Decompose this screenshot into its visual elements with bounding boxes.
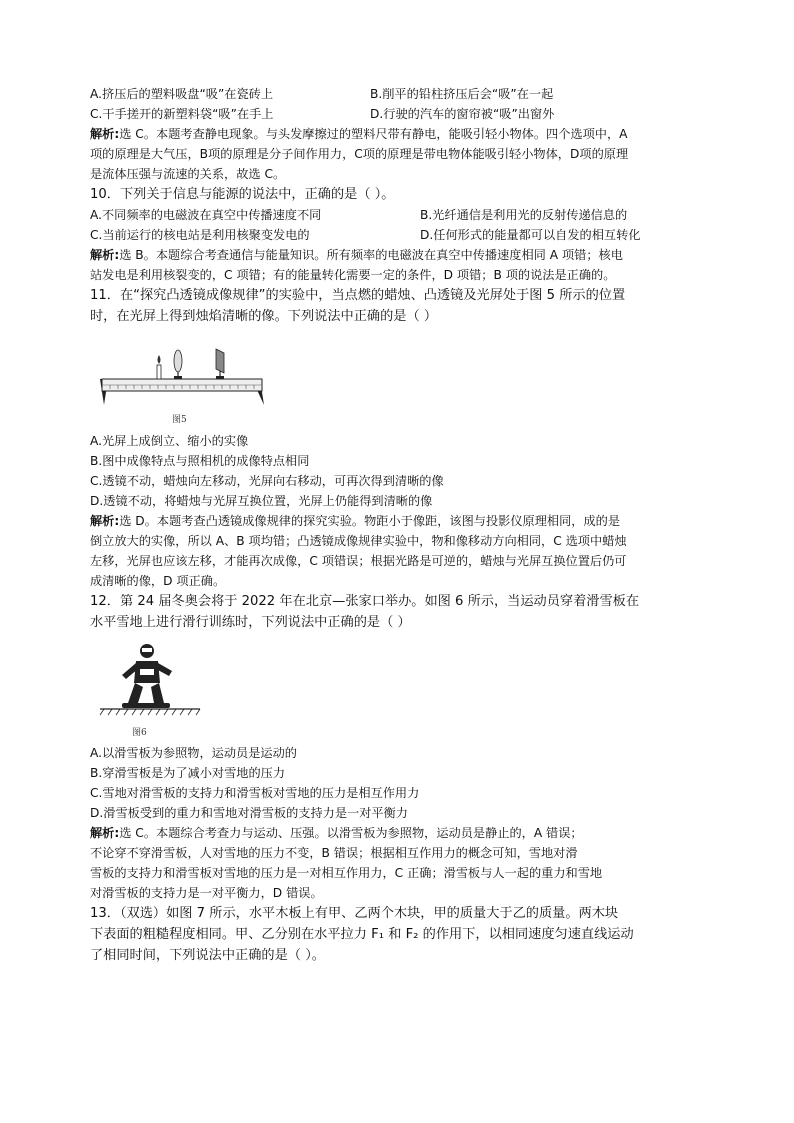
q10-analysis-label: 解析: — [90, 248, 120, 262]
q9-option-b: B.削平的铅柱挤压后会“吸”在一起 — [370, 87, 554, 101]
q13-stem-line-2: 下表面的粗糙程度相同。甲、乙分别在水平拉力 F₁ 和 F₂ 的作用下，以相同速度匀速直线运动 — [90, 927, 634, 942]
q12-stem-line-2: 水平雪地上进行滑行训练时，下列说法中正确的是（ ） — [90, 615, 411, 630]
q9-analysis-line-1 — [90, 124, 714, 144]
q11-analysis-line-1 — [90, 511, 714, 531]
exam-page — [90, 84, 714, 966]
q11-analysis-text-1: 选 D。本题考查凸透镜成像规律的探究实验。物距小于像距，该图与投影仪原理相同，成的是 — [119, 514, 621, 528]
q11-analysis-line-4: 成清晰的像，D 项正确。 — [90, 574, 226, 588]
optical-bench-illustration — [90, 327, 270, 425]
q9-options-row-1 — [90, 84, 714, 104]
q12-option-c: C.雪地对滑雪板的支持力和滑雪板对雪地的压力是相互作用力 — [90, 786, 420, 800]
q12-analysis-line-1 — [90, 823, 714, 843]
q11-option-d: D.透镜不动，将蜡烛与光屏互换位置，光屏上仍能得到清晰的像 — [90, 494, 433, 508]
q13-stem-line-1: 13．（双选）如图 7 所示，水平木板上有甲、乙两个木块，甲的质量大于乙的质量。两木块 — [90, 906, 619, 921]
q10-option-a: A.不同频率的电磁波在真空中传播速度不同 — [90, 208, 322, 222]
q11-stem-line-2: 时，在光屏上得到烛焰清晰的像。下列说法中正确的是（ ） — [90, 309, 438, 324]
q11-option-a: A.光屏上成倒立、缩小的实像 — [90, 434, 249, 448]
q11-option-c: C.透镜不动，蜡烛向左移动，光屏向右移动，可再次得到清晰的像 — [90, 474, 444, 488]
q10-analysis-line-2: 站发电是利用核裂变的，C 项错；有的能量转化需要一定的条件，D 项错；B 项的说法是正确的。 — [90, 268, 616, 282]
q9-analysis-line-3: 是流体压强与流速的关系，故选 C。 — [90, 167, 286, 181]
q9-analysis-line-2: 项的原理是大气压，B项的原理是分子间作用力，C项的原理是带电物体能吸引轻小物体，D项的原理 — [90, 147, 629, 161]
figure-5-caption: 图5 — [172, 415, 187, 425]
q11-analysis-label: 解析: — [90, 514, 120, 528]
q10-stem: 10．下列关于信息与能源的说法中，正确的是（ ）。 — [90, 187, 395, 202]
q12-analysis-line-3: 雪板的支持力和滑雪板对雪地的压力是一对相互作用力，C 正确；滑雪板与人一起的重力和雪地 — [90, 866, 603, 880]
q9-option-c: C.干手搓开的新塑料袋“吸”在手上 — [90, 107, 274, 121]
q9-options-row-2 — [90, 104, 714, 124]
q12-analysis-label: 解析: — [90, 826, 120, 840]
q11-figure — [90, 327, 714, 425]
q12-option-a: A.以滑雪板为参照物，运动员是运动的 — [90, 746, 297, 760]
q13-stem-line-3: 了相同时间，下列说法中正确的是（ ）。 — [90, 948, 325, 963]
q9-analysis-text-1: 选 C。本题考查静电现象。与头发摩擦过的塑料尺带有静电，能吸引轻小物体。四个选项中，A — [119, 127, 628, 141]
q9-option-a: A.挤压后的塑料吸盘“吸”在瓷砖上 — [90, 87, 274, 101]
figure-6-caption: 图6 — [132, 728, 147, 738]
q12-analysis-line-4: 对滑雪板的支持力是一对平衡力，D 错误。 — [90, 886, 323, 900]
q10-option-b: B.光纤通信是利用光的反射传递信息的 — [420, 208, 628, 222]
q10-options-row-1 — [90, 205, 714, 225]
q12-option-d: D.滑雪板受到的重力和雪地对滑雪板的支持力是一对平衡力 — [90, 806, 408, 820]
q9-option-d: D.行驶的汽车的窗帘被“吸”出窗外 — [370, 107, 555, 121]
q12-analysis-line-2: 不论穿不穿滑雪板，人对雪地的压力不变，B 错误；根据相互作用力的概念可知，雪地对滑 — [90, 846, 578, 860]
q11-stem-line-1: 11．在“探究凸透镜成像规律”的实验中，当点燃的蜡烛、凸透镜及光屏处于图 5 所示的位置 — [90, 288, 626, 303]
q12-stem-line-1: 12．第 24 届冬奥会将于 2022 年在北京—张家口举办。如图 6 所示，当运动员穿着滑雪板在 — [90, 594, 640, 609]
q11-option-b: B.图中成像特点与照相机的成像特点相同 — [90, 454, 310, 468]
q10-option-c: C.当前运行的核电站是利用核聚变发电的 — [90, 228, 310, 242]
q10-option-d: D.任何形式的能量都可以自发的相互转化 — [420, 228, 641, 242]
q12-option-b: B.穿滑雪板是为了减小对雪地的压力 — [90, 766, 286, 780]
q11-analysis-line-2: 倒立放大的实像，所以 A、B 项均错；凸透镜成像规律实验中，物和像移动方向相同，C 选项中蜡烛 — [90, 534, 627, 548]
q12-analysis-text-1: 选 C。本题综合考查力与运动、压强。以滑雪板为参照物，运动员是静止的，A 错误； — [119, 826, 583, 840]
q9-analysis-label: 解析: — [90, 127, 120, 141]
snowboarder-illustration — [96, 639, 216, 725]
q12-figure — [90, 639, 714, 739]
q11-analysis-line-3: 左移，光屏也应该左移，才能再次成像，C 项错误；根据光路是可逆的，蜡烛与光屏互换位置后仍可 — [90, 554, 627, 568]
q10-analysis-text-1: 选 B。本题综合考查通信与能量知识。所有频率的电磁波在真空中传播速度相同 A 项错；核电 — [119, 248, 623, 262]
q10-analysis-line-1 — [90, 245, 714, 265]
q10-options-row-2 — [90, 225, 714, 245]
